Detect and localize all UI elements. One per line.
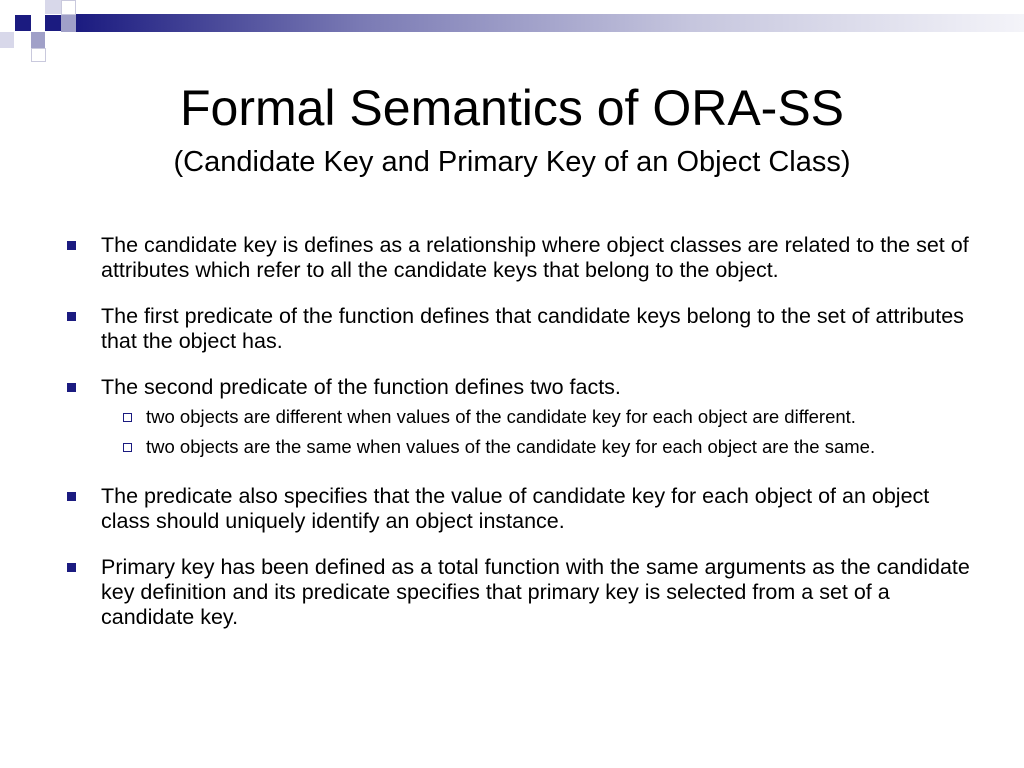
corner-square-outline-1	[61, 0, 76, 15]
sub-bullet-item	[109, 436, 974, 458]
corner-square-mid-1	[31, 32, 45, 48]
slide-title: Formal Semantics of ORA-SS	[179, 80, 845, 136]
bullet-text: The predicate also specifies that the value of candidate key for each object of an object class should uniquely identify an object instance.	[101, 484, 930, 533]
hollow-square-bullet-icon	[123, 443, 132, 452]
bullet-text: The candidate key is defines as a relationship where object classes are related to the set of attributes which refer to all the candidate keys that belong to the object.	[101, 233, 969, 282]
square-bullet-icon	[67, 312, 76, 321]
corner-square-dark-1	[15, 15, 31, 31]
sub-bullet-text: two objects are different when values of the candidate key for each object are different.	[146, 406, 856, 427]
square-bullet-icon	[67, 241, 76, 250]
bullet-text: The first predicate of the function defines that candidate keys belong to the set of attributes that the object has.	[101, 304, 964, 353]
corner-square-light-1	[45, 0, 61, 14]
bullet-item	[64, 375, 974, 400]
sub-bullet-item	[109, 406, 974, 428]
slide-content	[64, 233, 974, 651]
hollow-square-bullet-icon	[123, 413, 132, 422]
corner-square-dark-2	[45, 15, 61, 31]
corner-square-outline-2	[31, 48, 46, 62]
bullet-item	[64, 233, 974, 283]
square-bullet-icon	[67, 563, 76, 572]
bullet-text: The second predicate of the function defines two facts.	[101, 375, 621, 399]
bullet-item	[64, 304, 974, 354]
bullet-item	[64, 484, 974, 534]
square-bullet-icon	[67, 383, 76, 392]
square-bullet-icon	[67, 492, 76, 501]
slide-subtitle: (Candidate Key and Primary Key of an Object Class)	[173, 146, 851, 178]
corner-square-mid-2	[61, 15, 76, 32]
corner-square-light-2	[0, 32, 14, 48]
sub-bullet-text: two objects are the same when values of the candidate key for each object are the same.	[146, 436, 876, 457]
header-gradient-band	[76, 14, 1024, 32]
bullet-item	[64, 555, 974, 630]
bullet-text: Primary key has been defined as a total function with the same arguments as the candidate key definition and its predicate specifies that primary key is selected from a set of a candidate key.	[101, 555, 970, 629]
